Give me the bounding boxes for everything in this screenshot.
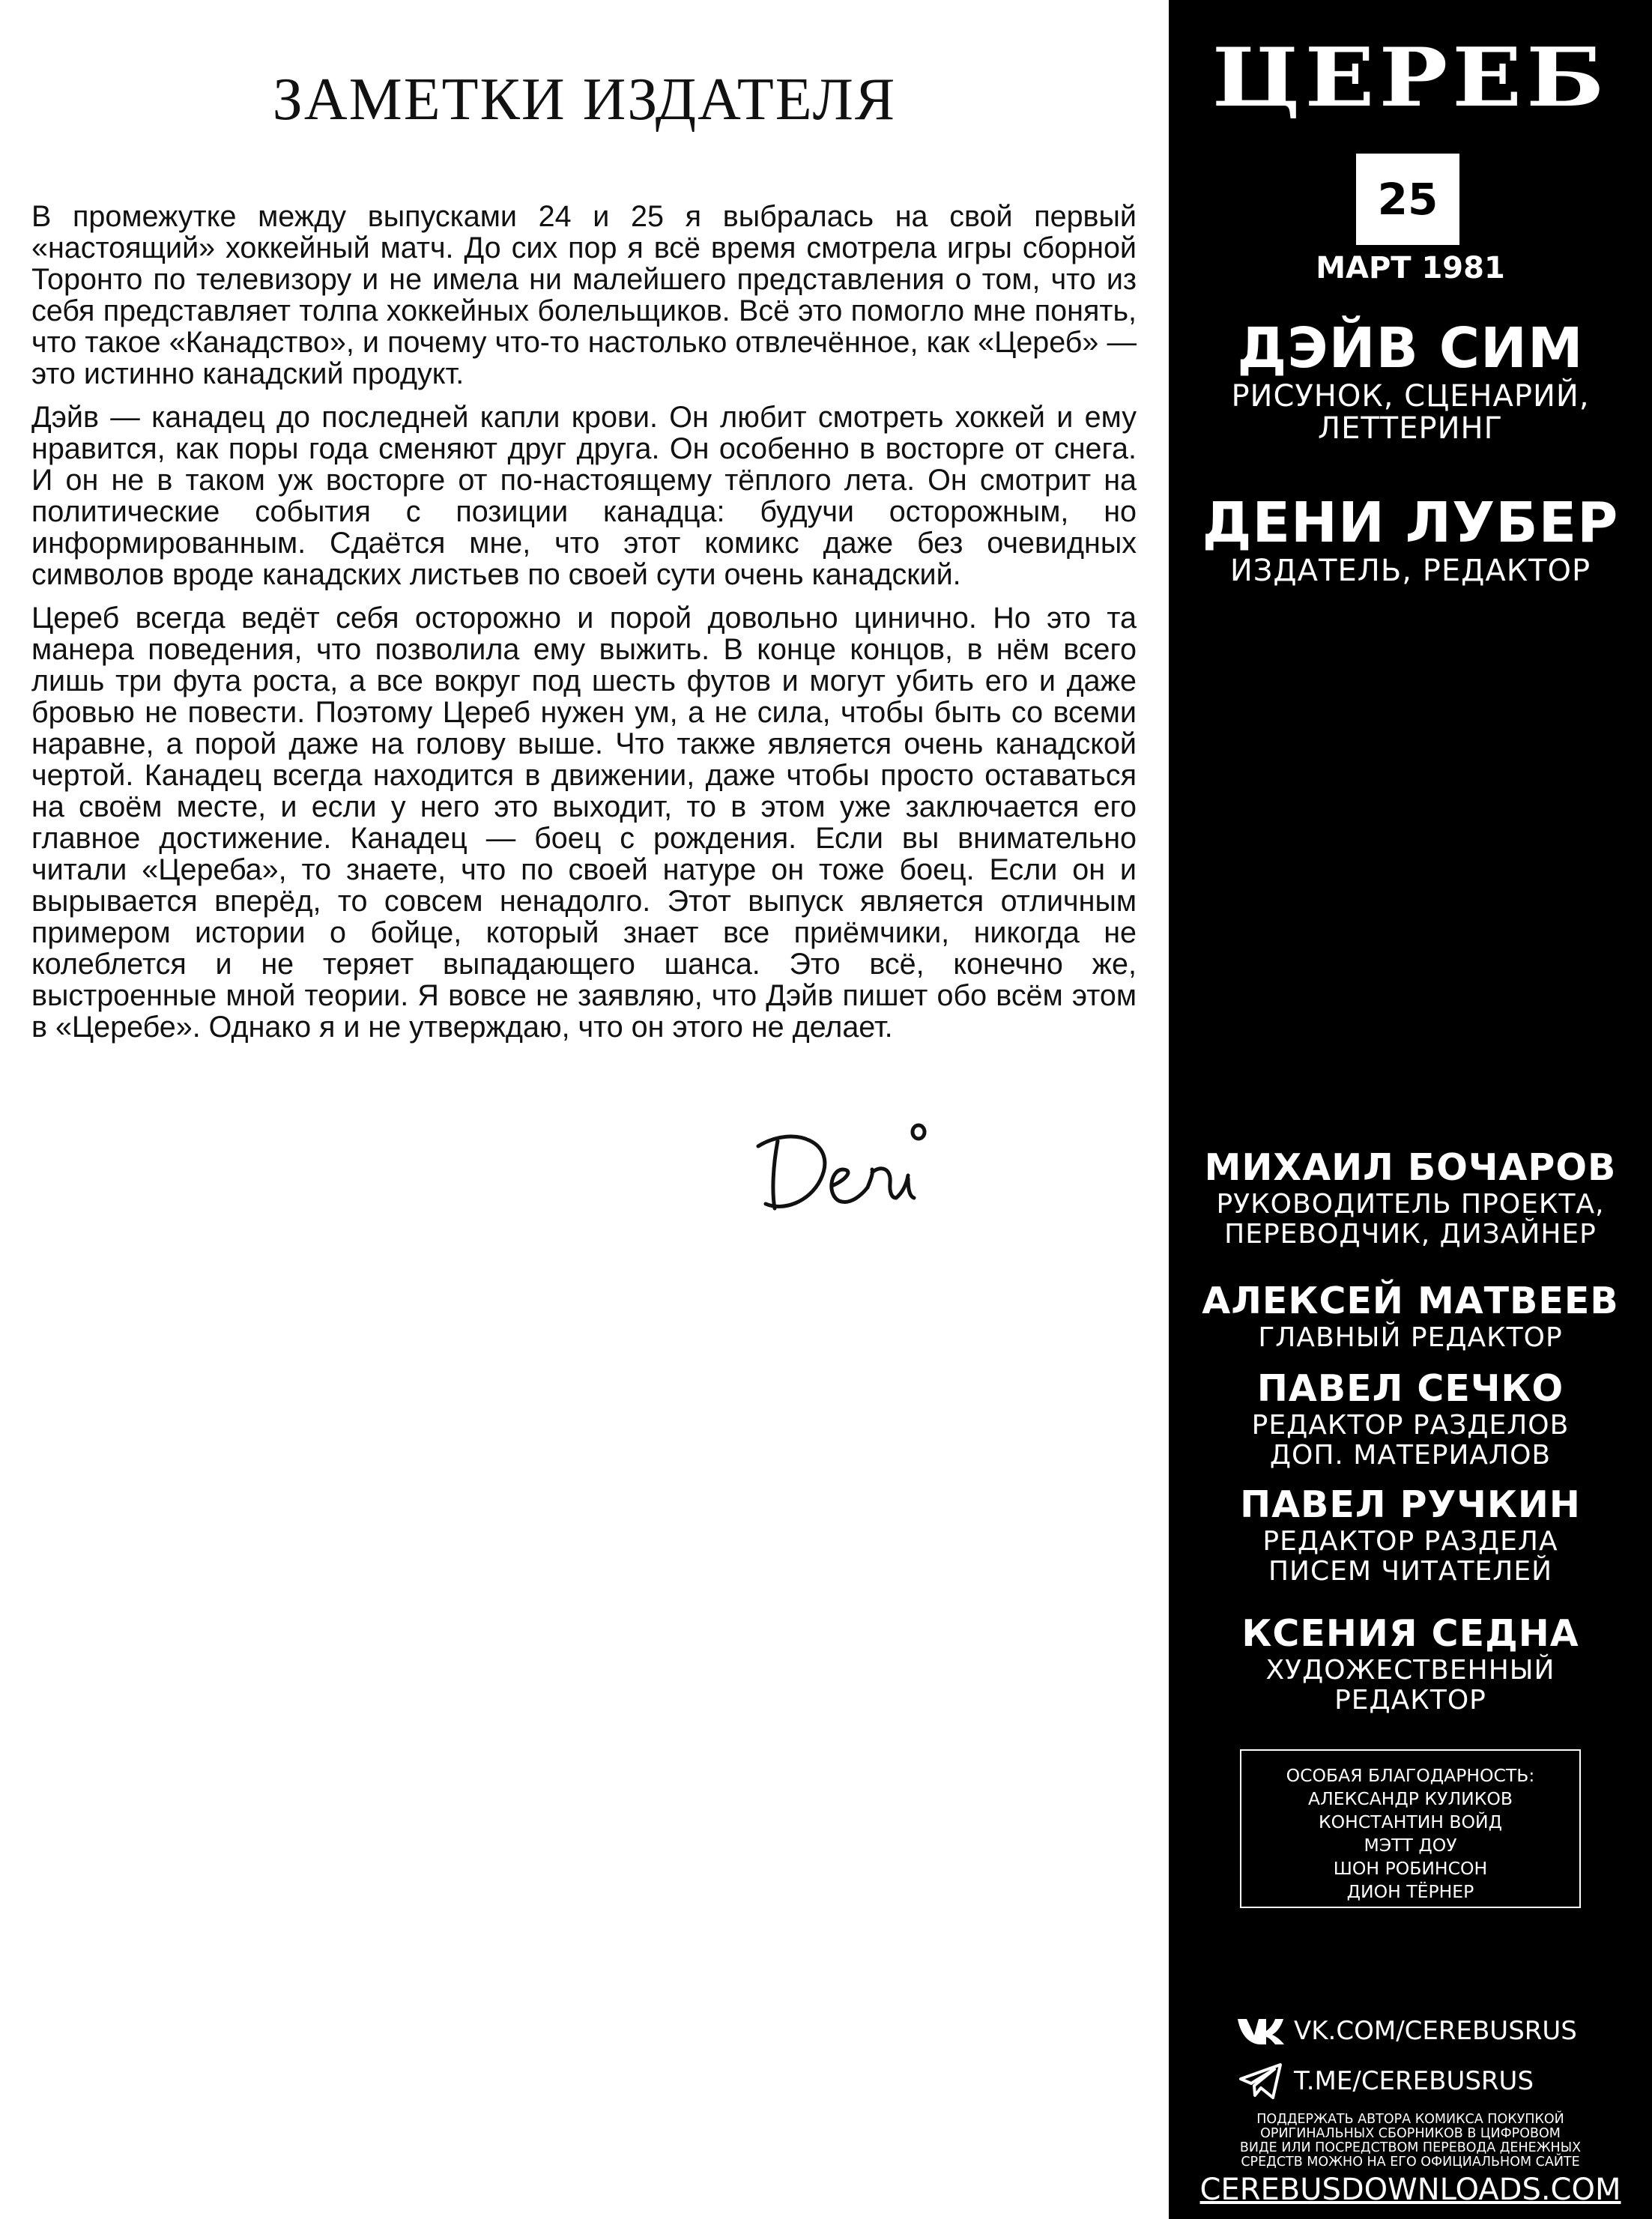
credit-name: АЛЕКСЕЙ МАТВЕЕВ: [1202, 1280, 1619, 1322]
credit-role: ГЛАВНЫЙ РЕДАКТОР: [1258, 1322, 1563, 1353]
vk-icon: [1232, 2011, 1289, 2050]
credit-role: ХУДОЖЕСТВЕННЫЙ: [1265, 1655, 1555, 1686]
credit-name: КСЕНИЯ СЕДНА: [1241, 1612, 1579, 1655]
article-body: [31, 201, 1137, 1055]
special-thanks-name: МЭТТ ДОУ: [1364, 1835, 1457, 1856]
credit-role: РИСУНОК, СЦЕНАРИЙ,: [1231, 379, 1590, 414]
credit-team-member: [1169, 1367, 1652, 1471]
credit-name: ДЭЙВ СИМ: [1237, 316, 1584, 381]
telegram-icon: [1232, 2062, 1289, 2101]
special-thanks-heading: ОСОБАЯ БЛАГОДАРНОСТЬ:: [1286, 1765, 1535, 1786]
credit-name: ПАВЕЛ РУЧКИН: [1240, 1483, 1581, 1526]
credit-name: МИХАИЛ БОЧАРОВ: [1204, 1146, 1617, 1189]
support-line: ОРИГИНАЛЬНЫХ СБОРНИКОВ В ЦИФРОВОМ: [1260, 2126, 1561, 2141]
credit-team-member: [1169, 1483, 1652, 1587]
credit-name: ПАВЕЛ СЕЧКО: [1256, 1367, 1564, 1410]
special-thanks-name: ДИОН ТЁРНЕР: [1346, 1881, 1474, 1902]
support-line: СРЕДСТВ МОЖНО НА ЕГО ОФИЦИАЛЬНОМ САЙТЕ: [1241, 2155, 1580, 2170]
issue-number: 25: [1356, 154, 1459, 245]
vk-link-label: VK.COM/CEREBUSRUS: [1294, 2016, 1577, 2046]
credit-team-member: [1169, 1280, 1652, 1353]
credit-role: ЛЕТТЕРИНГ: [1317, 411, 1503, 446]
credit-role: РЕДАКТОР РАЗДЕЛА: [1262, 1526, 1558, 1557]
special-thanks-name: АЛЕКСАНДР КУЛИКОВ: [1308, 1788, 1513, 1809]
credit-role: ИЗДАТЕЛЬ, РЕДАКТОР: [1229, 554, 1591, 588]
credit-author: [1169, 316, 1652, 445]
credit-team-member: [1169, 1612, 1652, 1716]
article-paragraph: В промежутке между выпусками 24 и 25 я выбралась на свой первый «настоящий» хоккейный матч. До сих пор я всё время смотрела игры сборной Торонто по телевизору и не имела ни малейшего представления о том, что из себя представляет толпа хоккейных болельщиков. Всё это помогло мне понять, что такое «Канадство», и почему что-то настолько отвлечённое, как «Цереб» — это истинно канадский продукт.: [31, 200, 1137, 390]
logo: ЦЕРЕБ: [1211, 29, 1609, 125]
telegram-link[interactable]: [1232, 2062, 1622, 2101]
credit-role: РУКОВОДИТЕЛЬ ПРОЕКТА,: [1216, 1189, 1605, 1220]
vk-link[interactable]: [1232, 2011, 1622, 2050]
website-link[interactable]: CEREBUSDOWNLOADS.COM: [1199, 2173, 1621, 2207]
issue-date: МАРТ 1981: [1316, 251, 1505, 285]
credit-team-member: [1169, 1146, 1652, 1250]
page-title: ЗАМЕТКИ ИЗДАТЕЛЯ: [272, 67, 897, 133]
credit-role: РЕДАКТОР РАЗДЕЛОВ: [1251, 1410, 1570, 1441]
article-paragraph: Цереб всегда ведёт себя осторожно и порой довольно цинично. Но это та манера поведения, что позволила ему выжить. В конце концов, в нём всего лишь три фута роста, а все вокруг под шесть футов и могут убить его и даже бровью не повести. Поэтому Цереб нужен ум, а не сила, чтобы быть со всеми наравне, а порой даже на голову выше. Что также является очень канадской чертой. Канадец всегда находится в движении, даже чтобы просто оставаться на своём месте, и если у него это выходит, то в этом уже заключается его главное достижение. Канадец — боец с рождения. Если вы внимательно читали «Цереба», то знаете, что по своей натуре он тоже боец. Если он и вырывается вперёд, то совсем ненадолго. Этот выпуск является отличным примером истории о бойце, который знает все приёмчики, никогда не колеблется и не теряет выпадающего шанса. Это всё, конечно же, выстроенные мной теории. Я вовсе не заявляю, что Дэйв пишет обо всём этом в «Церебе». Однако я и не утверждаю, что он этого не делает.: [31, 602, 1137, 1044]
signature: [749, 1120, 974, 1217]
special-thanks-box: [1240, 1749, 1581, 1908]
credit-role: РЕДАКТОР: [1334, 1685, 1486, 1716]
credit-name: ДЕНИ ЛУБЕР: [1202, 491, 1619, 555]
credit-publisher: [1169, 491, 1652, 587]
credit-role: ПЕРЕВОДЧИК, ДИЗАЙНЕР: [1224, 1219, 1597, 1250]
credit-role: ПИСЕМ ЧИТАТЕЛЕЙ: [1268, 1556, 1553, 1587]
special-thanks-name: КОНСТАНТИН ВОЙД: [1319, 1811, 1502, 1832]
article-paragraph: Дэйв — канадец до последней капли крови. Он любит смотреть хоккей и ему нравится, как поры года сменяют друг друга. Он особенно в восторге от снега. И он не в таком уж восторге от по-настоящему тёплого лета. Он смотрит на политические события с позиции канадца: будучи осторожным, но информированным. Сдаётся мне, что этот комикс даже без очевидных символов вроде канадских листьев по своей сути очень канадский.: [31, 401, 1137, 591]
support-line: ВИДЕ ИЛИ ПОСРЕДСТВОМ ПЕРЕВОДА ДЕНЕЖНЫХ: [1239, 2140, 1582, 2155]
credits-sidebar: [1169, 0, 1652, 2219]
telegram-link-label: T.ME/CEREBUSRUS: [1294, 2066, 1534, 2096]
special-thanks-name: ШОН РОБИНСОН: [1333, 1858, 1488, 1879]
credit-role: ДОП. МАТЕРИАЛОВ: [1269, 1440, 1552, 1471]
support-text: [1199, 2113, 1622, 2170]
support-line: ПОДДЕРЖАТЬ АВТОРА КОМИКСА ПОКУПКОЙ: [1256, 2112, 1564, 2127]
